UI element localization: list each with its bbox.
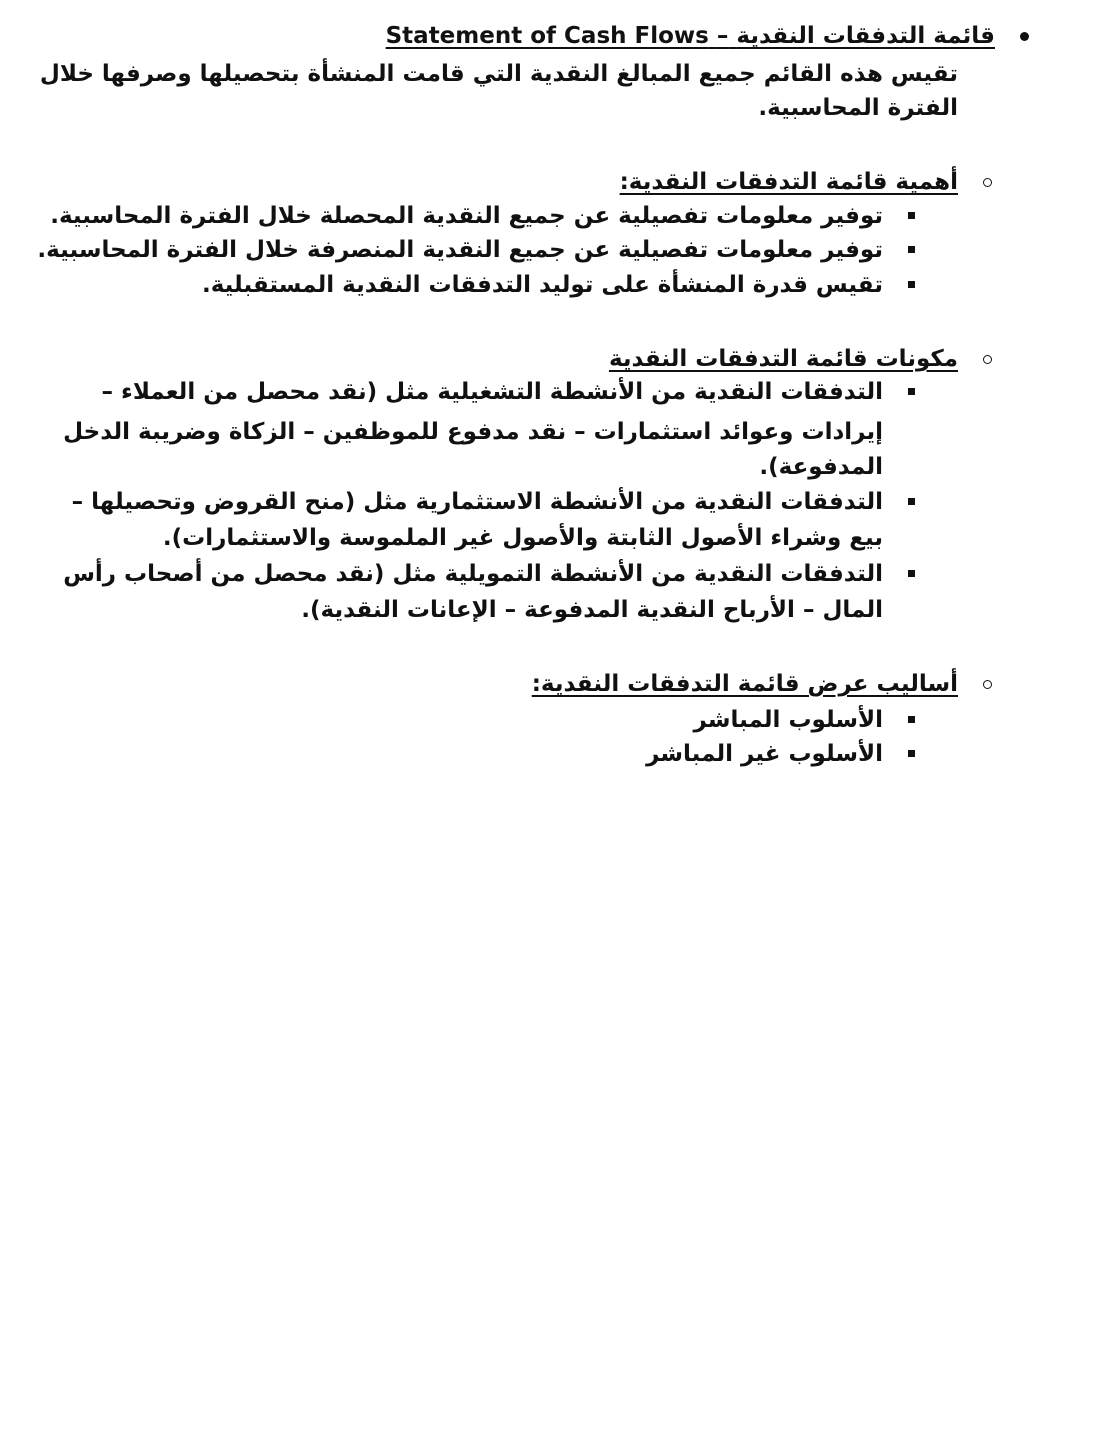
bullet-square-icon [908,570,915,577]
list-item-line: التدفقات النقدية من الأنشطة التشغيلية مثل (نقد محصل من العملاء – [101,379,883,405]
bullet-square-icon [908,212,915,219]
bullet-circle-icon [983,178,992,187]
section-heading-components: مكونات قائمة التدفقات النقدية [608,346,958,372]
list-item: الأسلوب المباشر [693,707,883,733]
list-item: توفير معلومات تفصيلية عن جميع النقدية المحصلة خلال الفترة المحاسبية. [50,203,883,229]
section-heading-methods: أساليب عرض قائمة التدفقات النقدية: [531,671,958,697]
list-item-line: إيرادات وعوائد استثمارات – نقد مدفوع للموظفين – الزكاة وضريبة الدخل [63,419,883,445]
bullet-dot-icon [1020,32,1029,41]
list-item: توفير معلومات تفصيلية عن جميع النقدية المنصرفة خلال الفترة المحاسبية. [37,237,883,263]
bullet-square-icon [908,281,915,288]
bullet-square-icon [908,750,915,757]
list-item-line: المال – الأرباح النقدية المدفوعة – الإعانات النقدية). [301,597,883,623]
section-heading-importance: أهمية قائمة التدفقات النقدية: [619,169,958,195]
list-item: الأسلوب غير المباشر [646,741,883,767]
title-dash: – [716,23,729,49]
title-arabic: قائمة التدفقات النقدية [736,23,995,49]
list-item-line: المدفوعة). [759,454,883,480]
bullet-circle-icon [983,355,992,364]
list-item-line: التدفقات النقدية من الأنشطة الاستثمارية مثل (منح القروض وتحصيلها – [71,489,883,515]
bullet-square-icon [908,246,915,253]
document-title [386,19,995,53]
bullet-square-icon [908,498,915,505]
list-item: تقيس قدرة المنشأة على توليد التدفقات النقدية المستقبلية. [201,272,883,298]
bullet-square-icon [908,388,915,395]
intro-line-1: تقيس هذه القائم جميع المبالغ النقدية التي قامت المنشأة بتحصيلها وصرفها خلال [39,61,958,87]
bullet-square-icon [908,716,915,723]
list-item-line: التدفقات النقدية من الأنشطة التمويلية مثل (نقد محصل من أصحاب رأس [63,561,883,587]
intro-line-2: الفترة المحاسبية. [758,95,958,121]
title-english: Statement of Cash Flows [385,23,709,49]
list-item-line: بيع وشراء الأصول الثابتة والأصول غير الملموسة والاستثمارات). [162,525,883,551]
bullet-circle-icon [983,680,992,689]
